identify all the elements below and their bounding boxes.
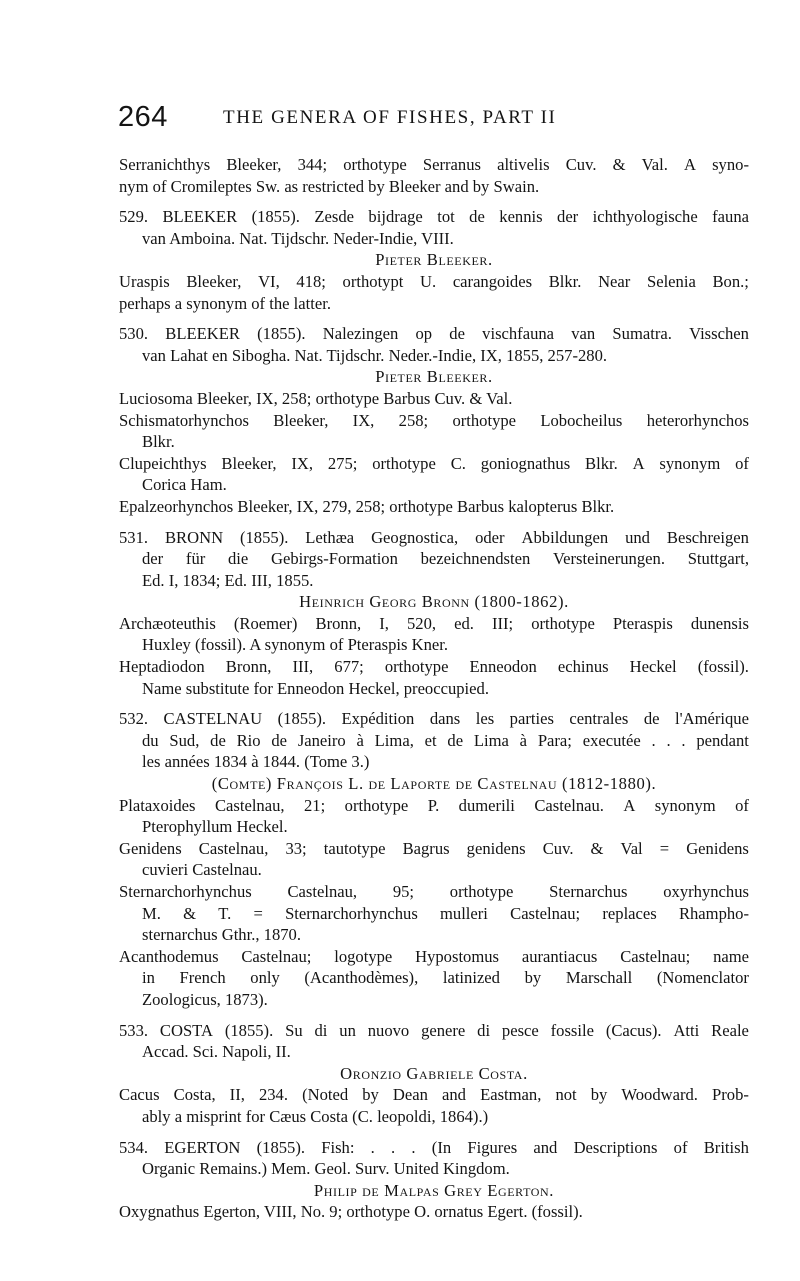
text-line: nym of Cromileptes Sw. as restricted by Bleeker and by Swain. (119, 176, 540, 196)
author-line: Philip de Malpas Grey Egerton. (313, 1180, 555, 1200)
text-line: van Amboina. Nat. Tijdschr. Neder-Indie, VIII. (142, 228, 454, 248)
page-header (118, 100, 738, 140)
text-line: Heptadiodon Bronn, III, 677; orthotype Enneodon echinus Heckel (fossil). (119, 657, 749, 677)
entry-spacer (119, 314, 749, 323)
text-line: 529. BLEEKER (1855). Zesde bijdrage tot de kennis der ichthyologische fauna (119, 207, 749, 227)
author-line: Oronzio Gabriele Costa. (340, 1063, 528, 1083)
text-line: der für die Gebirgs-Formation bezeichnendsten Versteinerungen. Stuttgart, (142, 549, 749, 569)
author-line: Pieter Bleeker. (375, 250, 493, 270)
text-line: Zoologicus, 1873). (142, 989, 268, 1009)
entry-spacer (119, 1128, 749, 1137)
text-line: 530. BLEEKER (1855). Nalezingen op de vischfauna van Sumatra. Visschen (119, 324, 749, 344)
text-line: cuvieri Castelnau. (142, 860, 262, 880)
text-line: in French only (Acanthodèmes), latinized by Marschall (Nomenclator (142, 968, 749, 988)
text-line: Epalzeorhynchos Bleeker, IX, 279, 258; orthotype Barbus kalopterus Blkr. (119, 496, 615, 516)
text-line: 533. COSTA (1855). Su di un nuovo genere di pesce fossile (Cacus). Atti Reale (119, 1020, 749, 1040)
author-line: Pieter Bleeker. (375, 367, 493, 387)
text-line: Serranichthys Bleeker, 344; orthotype Serranus altivelis Cuv. & Val. A syno- (119, 155, 749, 174)
text-line: Genidens Castelnau, 33; tautotype Bagrus genidens Cuv. & Val = Genidens (119, 838, 749, 858)
text-line: Pterophyllum Heckel. (142, 817, 288, 837)
text-line: Ed. I, 1834; Ed. III, 1855. (142, 570, 314, 590)
text-line: Organic Remains.) Mem. Geol. Surv. United Kingdom. (142, 1159, 510, 1179)
text-line: van Lahat en Sibogha. Nat. Tijdschr. Neder.-Indie, IX, 1855, 257-280. (142, 345, 608, 365)
entry-spacer (119, 1011, 749, 1020)
text-line: Schismatorhynchos Bleeker, IX, 258; orthotype Lobocheilus heterorhynchos (119, 410, 749, 430)
entry-spacer (119, 699, 749, 708)
entry-spacer (119, 518, 749, 527)
text-line: Name substitute for Enneodon Heckel, preoccupied. (142, 678, 489, 698)
text-line: 532. CASTELNAU (1855). Expédition dans les parties centrales de l'Amérique (119, 709, 749, 729)
page-number: 264 (118, 101, 168, 133)
text-line: Accad. Sci. Napoli, II. (142, 1042, 291, 1062)
text-line: Plataxoides Castelnau, 21; orthotype P. dumerili Castelnau. A synonym of (119, 795, 749, 815)
text-line: ably a misprint for Cæus Costa (C. leopoldi, 1864).) (142, 1106, 489, 1126)
author-line: (Comte) François L. de Laporte de Castelnau (1812-1880). (211, 774, 657, 794)
author-line: Heinrich Georg Bronn (1800-1862). (299, 592, 569, 612)
text-line: Huxley (fossil). A synonym of Pteraspis Kner. (142, 635, 449, 655)
text-line: Sternarchorhynchus Castelnau, 95; orthotype Sternarchus oxyrhynchus (119, 882, 749, 901)
text-line: du Sud, de Rio de Janeiro à Lima, et de Lima à Para; executée . . . pendant (142, 730, 749, 750)
text-line: Cacus Costa, II, 234. (Noted by Dean and Eastman, not by Woodward. Prob- (119, 1085, 749, 1105)
text-line: Corica Ham. (142, 475, 227, 495)
text-line: 534. EGERTON (1855). Fish: . . . (In Figures and Descriptions of British (119, 1137, 749, 1157)
text-line: les années 1834 à 1844. (Tome 3.) (142, 752, 370, 772)
running-title: THE GENERA OF FISHES, PART II (223, 107, 557, 128)
page-body (119, 154, 749, 1223)
text-line: perhaps a synonym of the latter. (119, 293, 331, 313)
text-line: sternarchus Gthr., 1870. (142, 925, 301, 945)
text-line: Luciosoma Bleeker, IX, 258; orthotype Barbus Cuv. & Val. (119, 388, 513, 408)
text-line: 531. BRONN (1855). Lethæa Geognostica, oder Abbildungen und Beschreigen (119, 527, 749, 547)
entry-spacer (119, 197, 749, 206)
text-line: Uraspis Bleeker, VI, 418; orthotypt U. carangoides Blkr. Near Selenia Bon.; (119, 271, 749, 291)
text-line: Clupeichthys Bleeker, IX, 275; orthotype C. goniognathus Blkr. A synonym of (119, 453, 749, 473)
text-line: Acanthodemus Castelnau; logotype Hypostomus aurantiacus Castelnau; name (119, 946, 749, 966)
text-line: Blkr. (142, 432, 175, 452)
text-line: M. & T. = Sternarchorhynchus mulleri Castelnau; replaces Rhampho- (142, 903, 749, 923)
text-line: Oxygnathus Egerton, VIII, No. 9; orthotype O. ornatus Egert. (fossil). (119, 1202, 583, 1222)
text-line: Archæoteuthis (Roemer) Bronn, I, 520, ed. III; orthotype Pteraspis dunensis (119, 613, 749, 633)
